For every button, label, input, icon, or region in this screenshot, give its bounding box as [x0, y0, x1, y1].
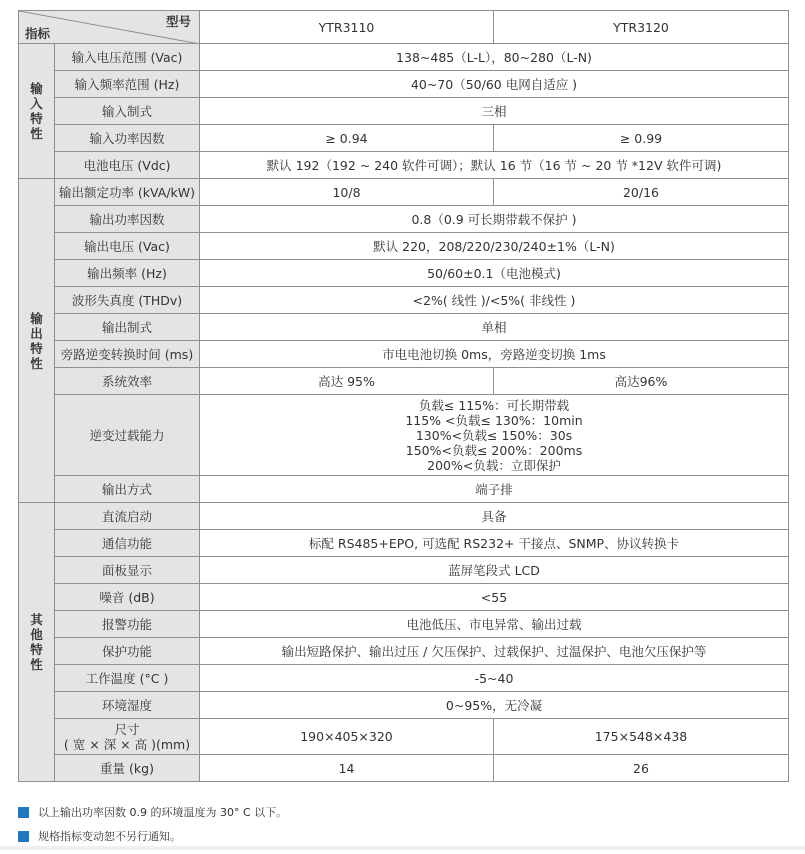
param-label: 报警功能 — [55, 611, 200, 638]
other-group-label: 其 他 特 性 — [19, 503, 55, 782]
param-value: 默认 192（192 ~ 240 软件可调）；默认 16 节（16 节 ~ 20 节 *12V 软件可调) — [200, 152, 789, 179]
table-row — [19, 152, 789, 179]
param-value: <55 — [200, 584, 789, 611]
param-label: 输出频率 (Hz) — [55, 260, 200, 287]
table-row — [19, 179, 789, 206]
overload-line: 115% <负载≤ 130%：10min — [405, 412, 583, 428]
param-value: 默认 220，208/220/230/240±1%（L-N) — [200, 233, 789, 260]
param-label: 输入功率因数 — [55, 125, 200, 152]
table-row — [19, 233, 789, 260]
table-row — [19, 530, 789, 557]
param-value-model-2: 20/16 — [494, 179, 789, 206]
param-label: 工作温度 (°C ) — [55, 665, 200, 692]
param-value: 端子排 — [200, 476, 789, 503]
table-row — [19, 44, 789, 71]
overload-values — [200, 395, 789, 476]
header-row — [19, 11, 789, 44]
table-row — [19, 206, 789, 233]
param-label: 输出功率因数 — [55, 206, 200, 233]
table-row — [19, 125, 789, 152]
param-value: 输出短路保护、输出过压 / 欠压保护、过载保护、过温保护、电池欠压保护等 — [200, 638, 789, 665]
table-row — [19, 503, 789, 530]
param-value: 40~70（50/60 电网自适应 ) — [200, 71, 789, 98]
param-value: 市电电池切换 0ms，旁路逆变切换 1ms — [200, 341, 789, 368]
table-row — [19, 71, 789, 98]
param-label: 输出方式 — [55, 476, 200, 503]
param-value: 电池低压、市电异常、输出过载 — [200, 611, 789, 638]
param-label: 输入电压范围 (Vac) — [55, 44, 200, 71]
param-label: 噪音 (dB) — [55, 584, 200, 611]
param-label: 通信功能 — [55, 530, 200, 557]
param-label: 输入制式 — [55, 98, 200, 125]
param-value-model-1: 190×405×320 — [200, 719, 494, 755]
table-row — [19, 260, 789, 287]
footnote — [18, 830, 287, 844]
param-value-model-1: 高达 95% — [200, 368, 494, 395]
param-value-model-2: 高达96% — [494, 368, 789, 395]
bottom-strip — [0, 846, 805, 850]
param-label: 输入频率范围 (Hz) — [55, 71, 200, 98]
table-row — [19, 341, 789, 368]
header-diagonal-cell — [19, 11, 200, 44]
param-label: 逆变过载能力 — [55, 395, 200, 476]
param-value: <2%( 线性 )/<5%( 非线性 ) — [200, 287, 789, 314]
table-row — [19, 755, 789, 782]
footnote-text: 以上输出功率因数 0.9 的环境温度为 30° C 以下。 — [38, 806, 288, 819]
param-value: 三相 — [200, 98, 789, 125]
overload-line: 负载≤ 115%：可长期带载 — [418, 397, 570, 413]
overload-line: 150%<负载≤ 200%：200ms — [405, 442, 583, 458]
overload-line: 130%<负载≤ 150%：30s — [415, 427, 573, 443]
table-row — [19, 719, 789, 755]
dimensions-label-line-1: 尺寸 — [114, 721, 140, 737]
spec-table — [18, 10, 789, 782]
param-value-model-1: 10/8 — [200, 179, 494, 206]
param-label: 面板显示 — [55, 557, 200, 584]
param-value: 50/60±0.1（电池模式) — [200, 260, 789, 287]
model-header-label: 型号 — [165, 14, 191, 29]
table-row — [19, 611, 789, 638]
table-row — [19, 287, 789, 314]
table-row — [19, 638, 789, 665]
param-value: 标配 RS485+EPO, 可选配 RS232+ 干接点、SNMP、协议转换卡 — [200, 530, 789, 557]
table-row — [19, 665, 789, 692]
param-value: 单相 — [200, 314, 789, 341]
param-label: 重量 (kg) — [55, 755, 200, 782]
table-row — [19, 395, 789, 476]
param-label: 保护功能 — [55, 638, 200, 665]
bullet-square-icon — [18, 807, 29, 818]
param-value-model-1: 14 — [200, 755, 494, 782]
param-label: 电池电压 (Vdc) — [55, 152, 200, 179]
input-group-label: 输 入 特 性 — [19, 44, 55, 179]
model-2-header: YTR3120 — [494, 11, 789, 44]
param-value-model-1: ≥ 0.94 — [200, 125, 494, 152]
param-value-model-2: 175×548×438 — [494, 719, 789, 755]
param-label: 输出电压 (Vac) — [55, 233, 200, 260]
table-row — [19, 584, 789, 611]
output-group-label: 输 出 特 性 — [19, 179, 55, 503]
footnote-text: 规格指标变动恕不另行通知。 — [38, 830, 181, 843]
table-row — [19, 476, 789, 503]
table-row — [19, 368, 789, 395]
param-value-model-2: 26 — [494, 755, 789, 782]
overload-line: 200%<负载：立即保护 — [427, 457, 561, 473]
param-label: 直流启动 — [55, 503, 200, 530]
param-label: 输出制式 — [55, 314, 200, 341]
table-row — [19, 692, 789, 719]
index-header-label: 指标 — [25, 26, 51, 41]
param-value: 蓝屏笔段式 LCD — [200, 557, 789, 584]
param-value: 138~485（L-L），80~280（L-N) — [200, 44, 789, 71]
param-label: 旁路逆变转换时间 (ms) — [55, 341, 200, 368]
param-value-model-2: ≥ 0.99 — [494, 125, 789, 152]
dimensions-label-line-2: ( 宽 × 深 × 高 )(mm) — [63, 736, 191, 752]
footnote — [18, 806, 287, 820]
table-row — [19, 314, 789, 341]
param-label: 波形失真度 (THDv) — [55, 287, 200, 314]
table-row — [19, 557, 789, 584]
param-label: 输出额定功率 (kVA/kW) — [55, 179, 200, 206]
param-label: 环境湿度 — [55, 692, 200, 719]
param-value: -5~40 — [200, 665, 789, 692]
param-label: 系统效率 — [55, 368, 200, 395]
table-row — [19, 98, 789, 125]
param-label — [55, 719, 200, 755]
bullet-square-icon — [18, 831, 29, 842]
model-1-header: YTR3110 — [200, 11, 494, 44]
param-value: 具备 — [200, 503, 789, 530]
param-value: 0~95%，无冷凝 — [200, 692, 789, 719]
param-value: 0.8（0.9 可长期带载不保护 ) — [200, 206, 789, 233]
